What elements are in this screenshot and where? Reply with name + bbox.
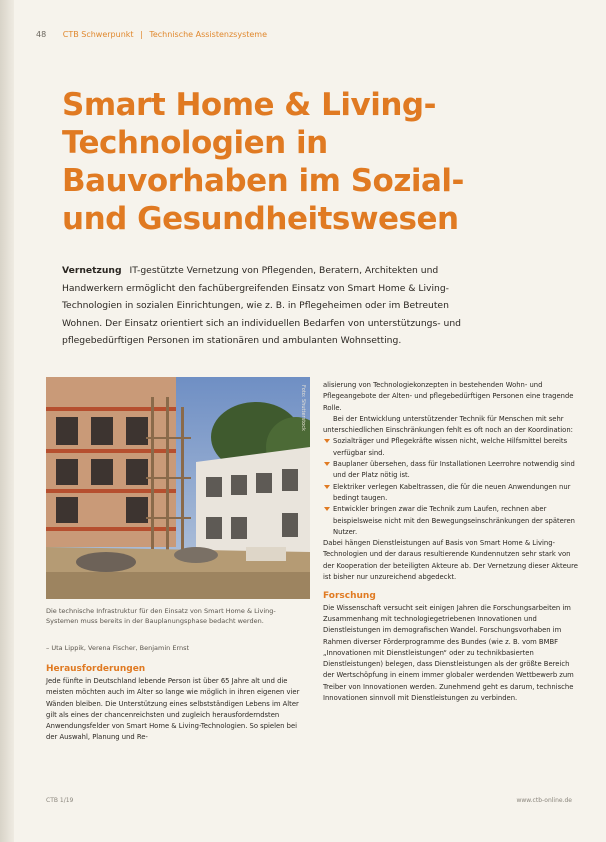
- lead-text: IT-gestützte Vernetzung von Pflegenden, Beratern, Architekten und Handwerkern ermöglicht den fachübergreifenden Einsatz von Smart Home & Living-Technologien in sozialen Einrichtungen, wie z. B. in Pflegeheimen oder im Betreuten Wohnen. Der Einsatz orientiert sich an individuellen Bedarfen von unterstützungs- und pflegebedürftigen Personen im stationären und ambulanten Wohnsetting.: [62, 265, 462, 346]
- list-item: Bauplaner übersehen, dass für Installationen Leerrohre notwendig sind und der Platz nötig ist.: [323, 459, 579, 482]
- scan-edge: [0, 0, 14, 842]
- article-lead: [62, 262, 464, 350]
- section-heading-research: Forschung: [323, 591, 376, 602]
- page-number: 48: [36, 30, 47, 39]
- list-item: Sozialträger und Pflegekräfte wissen nicht, welche Hilfsmittel bereits verfügbar sind.: [323, 436, 579, 459]
- page-header: [36, 30, 267, 44]
- right-column: [323, 380, 579, 704]
- lead-keyword: Vernetzung: [62, 265, 122, 276]
- header-category: CTB Schwerpunkt: [62, 30, 134, 39]
- right-para-4: Die Wissenschaft versucht seit einigen Jahren die Forschungsarbeiten im Zusammenhang mit technologiegetriebenen Innovationen und Dienstleistungen im demografischen Wandel. Forschungsvorhaben im Rahmen diverser Förderprogramme des Bundes (wie z. B. vom BMBF „Innovationen mit Dienstleistungen“ oder zu technikbasierten Dienstleistungen) belegen, dass Dienstleistungen als der größte Bereich der Wertschöpfung in einem immer globaler werdenden Wettbewerb zum Treiber von Innovationen werden. Zunehmend geht es darum, technische Innovationen sinnvoll mit Dienstleistungen zu verbinden.: [323, 603, 574, 703]
- construction-photo: [46, 377, 310, 599]
- section-text-challenges: Jede fünfte in Deutschland lebende Person ist über 65 Jahre alt und die meisten möchten auch im Alter so lange wie möglich in ihren eigenen vier Wänden bleiben. Die Unterstützung eines selbstständigen Lebens im Alter gilt als eines der chancenreichsten und zugleich herausforderndsten Anwendungsfelder von Smart Home & Living-Technologien. So spielen bei der Auswahl, Planung und Re-: [46, 677, 300, 742]
- construction-illustration: [46, 377, 310, 599]
- right-para-2: Bei der Entwicklung unterstützender Technik für Menschen mit sehr unterschiedlichen Einschränkungen fehlt es oft noch an der Koordination:: [323, 414, 573, 435]
- footer-issue: CTB 1/19: [46, 797, 74, 804]
- article-author: – Uta Lippik, Verena Fischer, Benjamin Ernst: [46, 644, 190, 652]
- photo-caption: Die technische Infrastruktur für den Einsatz von Smart Home & Living-Systemen muss bereits in der Bauplanungsphase bedacht werden.: [46, 607, 276, 625]
- photo-credit: Foto: Shutterstock: [300, 385, 306, 431]
- section-heading-challenges: Herausforderungen: [46, 664, 146, 674]
- right-para-1: alisierung von Technologiekonzepten in bestehenden Wohn- und Pflegeangebote der Alten- und pflegebedürftigen Personen eine tragende Rolle.: [323, 381, 574, 412]
- coordination-list: [323, 436, 579, 538]
- header-separator: |: [140, 30, 143, 39]
- list-item: Entwickler bringen zwar die Technik zum Laufen, rechnen aber beispielsweise nicht mit den Bewegungseinschränkungen der späteren Nutzer.: [323, 504, 579, 538]
- article-title: Smart Home & Living-Technologien in Bauvorhaben im Sozial- und Gesundheitswesen: [62, 87, 464, 237]
- header-subcategory: Technische Assistenzsysteme: [149, 30, 268, 39]
- list-item: Elektriker verlegen Kabeltrassen, die für die neuen Anwendungen nur bedingt taugen.: [323, 482, 579, 505]
- footer-url[interactable]: www.ctb-online.de: [516, 797, 572, 804]
- right-para-3: Dabei hängen Dienstleistungen auf Basis von Smart Home & Living-Technologien und der daraus resultierende Kundennutzen sehr stark von der Kooperation der beteiligten Akteure ab. Der Vernetzung dieser Akteure ist bisher nur unzureichend abgedeckt.: [323, 539, 578, 582]
